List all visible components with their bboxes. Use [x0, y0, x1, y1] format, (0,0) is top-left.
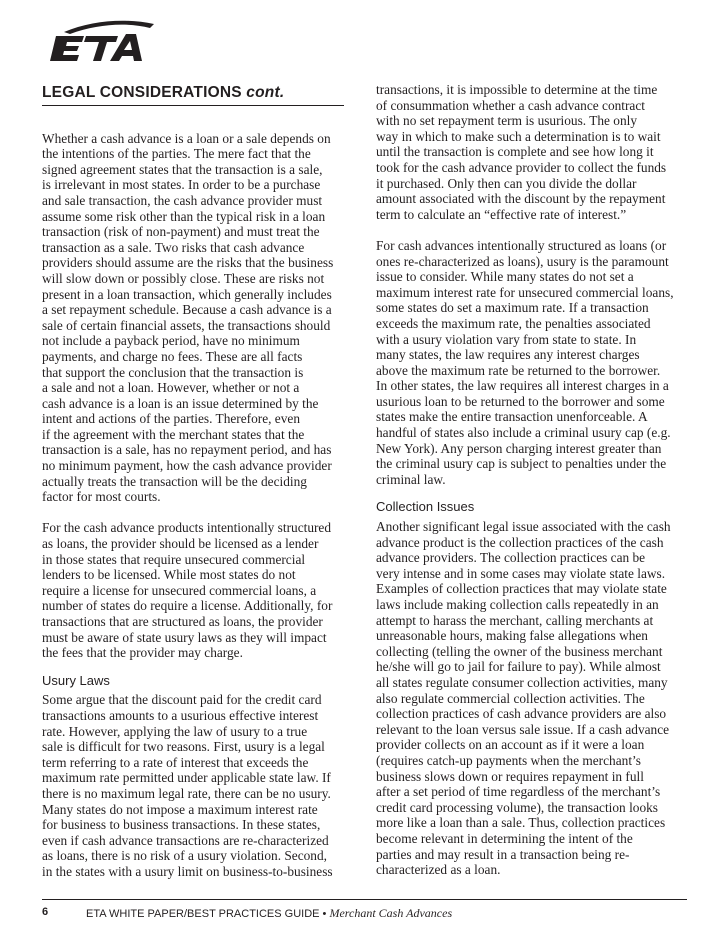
page-footer — [42, 906, 692, 922]
text-line: must be aware of state usury laws as they will impact — [42, 629, 327, 645]
text-line: all states regulate consumer collection activities, many — [376, 674, 668, 690]
text-line: business slows down or requires repayment in full — [376, 768, 644, 784]
text-line: will slow down or possibly close. These are risks not — [42, 270, 325, 286]
text-line: sale is difficult for two reasons. First, usury is a legal — [42, 739, 325, 755]
text-line: he/she will go to jail for failure to pay). While almost — [376, 659, 661, 675]
text-line: actually treats the transaction will be the deciding — [42, 473, 307, 489]
text-line: ones re-characterized as loans), usury is the paramount — [376, 253, 669, 269]
text-line: no minimum payment, how the cash advance provider — [42, 458, 332, 474]
text-line: transactions that are structured as loans, the provider — [42, 614, 323, 629]
text-line: took for the cash advance provider to collect the funds — [376, 159, 667, 175]
text-line: usurious loan to be returned to the borrower and some — [376, 393, 665, 409]
text-line: characterized as a loan. — [376, 862, 501, 878]
text-line: more like a loan than a sale. Thus, collection practices — [376, 815, 666, 831]
text-line: rate. However, applying the law of usury to a true — [42, 723, 308, 739]
text-line: collection practices of cash advance providers are also — [376, 706, 667, 722]
text-line: New York). Any person charging interest greater than — [376, 440, 662, 456]
text-line: even if cash advance transactions are re-characterized — [42, 832, 329, 848]
text-line: unreasonable hours, making false allegations when — [376, 628, 648, 644]
text-line: it purchased. Only then can you divide the dollar — [376, 175, 637, 191]
text-line: term to calculate an “effective rate of interest.” — [376, 206, 627, 222]
text-line: Another significant legal issue associated with the cash — [376, 519, 671, 535]
footer-rule — [42, 899, 687, 900]
footer-guide: ETA WHITE PAPER/BEST PRACTICES GUIDE • Merchant Cash Advances — [86, 906, 453, 920]
eta-logo — [42, 18, 162, 64]
text-line: parties and may result in a transaction being re- — [376, 846, 630, 862]
text-line: laws include making collection calls repeatedly in an — [376, 597, 659, 612]
text-line: amount associated with the discount by the repayment — [376, 191, 666, 207]
page-number: 6 — [42, 906, 49, 918]
text-line: maximum rate permitted under applicable state law. If — [42, 770, 331, 786]
text-line: factor for most courts. — [42, 489, 161, 505]
text-line: for business to business transactions. In these states, — [42, 817, 321, 833]
text-line: also regulate commercial collection activities. The — [376, 690, 645, 706]
text-line: advance providers. The collection practices can be — [376, 550, 646, 566]
paragraph-loan-or-sale — [42, 131, 350, 505]
text-line: signed agreement states that the transaction is a sale, — [42, 161, 323, 177]
text-line: Whether a cash advance is a loan or a sale depends on — [42, 130, 331, 146]
text-line: that support the conclusion that the transaction is — [42, 364, 304, 380]
text-line: maximum interest rate for unsecured commercial loans, — [376, 284, 674, 300]
text-line: if the agreement with the merchant states that the — [42, 426, 305, 442]
text-line: in the states with a usury limit on business-to-business — [42, 863, 333, 879]
text-line: a sale and not a loan. However, whether or not a — [42, 380, 300, 396]
text-line: become relevant in determining the intent of the — [376, 830, 633, 846]
text-line: sale of certain financial assets, the transactions should — [42, 317, 331, 333]
text-line: the intentions of the parties. The mere fact that the — [42, 146, 311, 162]
text-line: after a set period of time regardless of the merchant’s — [376, 784, 661, 800]
text-line: there is no maximum legal rate, there can be no usury. — [42, 785, 331, 801]
text-line: For cash advances intentionally structured as loans (or — [376, 237, 667, 253]
text-line: exceeds the maximum rate, the penalties associated — [376, 315, 651, 331]
text-line: very intense and in some cases may violate state laws. — [376, 565, 666, 581]
text-line: and sale transaction, the cash advance provider must — [42, 192, 323, 208]
text-line: criminal law. — [376, 471, 446, 487]
text-line: issue to consider. While many states do not set a — [376, 269, 634, 285]
paragraph-collection — [376, 519, 686, 878]
text-line: the fees that the provider may charge. — [42, 645, 243, 661]
text-line: a set repayment schedule. Because a cash advance is a — [42, 302, 332, 318]
text-line: cash advance is a loan is an issue determined by the — [42, 395, 319, 411]
text-line: attempt to harass the merchant, calling merchants at — [376, 612, 654, 628]
left-column — [42, 82, 350, 880]
text-line: present in a loan transaction, which generally includes — [42, 286, 332, 302]
text-line: as loans, the provider should be licensed as a lender — [42, 536, 319, 552]
text-line: until the transaction is complete and see how long it — [376, 144, 654, 160]
text-line: states make the entire transaction unenforceable. A — [376, 409, 648, 425]
paragraph-licensing — [42, 520, 350, 660]
text-line: the criminal usury cap is subject to penalties under the — [376, 456, 667, 472]
paragraph-usury-continued — [376, 82, 686, 222]
usury-laws-heading: Usury Laws — [42, 672, 110, 688]
right-column — [376, 82, 686, 878]
text-line: advance product is the collection practices of the cash — [376, 534, 664, 550]
text-line: many states, the law requires any interest charges — [376, 347, 640, 363]
collection-issues-heading: Collection Issues — [376, 499, 475, 515]
text-line: with a usury violation vary from state to state. In — [376, 331, 637, 347]
section-heading: LEGAL CONSIDERATIONS cont. — [42, 84, 285, 101]
text-line: transaction (risk of non-payment) and must treat the — [42, 224, 320, 240]
text-line: transactions amounts to a usurious effective interest — [42, 707, 319, 723]
text-line: handful of states also include a criminal usury cap (e.g. — [376, 425, 671, 441]
text-line: term referring to a rate of interest that exceeds the — [42, 754, 309, 770]
text-line: For the cash advance products intentionally structured — [42, 520, 332, 536]
text-line: in those states that require unsecured commercial — [42, 551, 306, 567]
text-line: with no set repayment term is usurious. The only — [376, 113, 638, 129]
text-line: provider collects on an account as if it were a loan — [376, 737, 645, 753]
text-line: assume some risk other than the typical risk in a loan — [42, 208, 326, 224]
text-line: transaction as a sale. Two risks that cash advance — [42, 239, 305, 255]
text-line: some states do set a maximum rate. If a transaction — [376, 300, 649, 316]
text-line: transactions, it is impossible to determine at the time — [376, 82, 658, 97]
paragraph-usury-loans — [376, 238, 686, 488]
paragraph-usury — [42, 692, 350, 879]
footer-guide-title: Merchant Cash Advances — [329, 906, 453, 920]
text-line: Many states do not impose a maximum interest rate — [42, 801, 318, 817]
text-line: (requires catch-up payments when the merchant’s — [376, 752, 641, 768]
text-line: require a license for unsecured commercial loans, a — [42, 582, 317, 598]
text-line: intent and actions of the parties. Therefore, even — [42, 411, 301, 427]
text-line: Some argue that the discount paid for the credit card — [42, 692, 322, 708]
text-line: transaction is a sale, has no repayment period, and has — [42, 442, 332, 458]
text-line: not include a payback period, have no minimum — [42, 333, 300, 349]
text-line: relevant to the loan versus sale issue. If a cash advance — [376, 721, 670, 737]
text-line: way in which to make such a determination is to wait — [376, 128, 661, 144]
text-line: as loans, there is no risk of a usury violation. Second, — [42, 848, 327, 864]
text-line: lenders to be licensed. While most states do not — [42, 567, 296, 583]
text-line: of consummation whether a cash advance contract — [376, 97, 645, 113]
text-line: collecting (telling the owner of the business merchant — [376, 643, 663, 659]
text-line: above the maximum rate be returned to the borrower. — [376, 362, 661, 378]
text-line: number of states do require a license. Additionally, for — [42, 598, 333, 614]
text-line: providers should assume are the risks that the business — [42, 255, 334, 271]
text-line: payments, and charge no fees. These are all facts — [42, 348, 303, 364]
text-line: credit card processing volume), the transaction looks — [376, 799, 658, 815]
text-line: is irrelevant in most states. In order to be a purchase — [42, 177, 321, 193]
text-line: In other states, the law requires all interest charges in a — [376, 378, 669, 394]
text-line: Examples of collection practices that may violate state — [376, 581, 667, 597]
